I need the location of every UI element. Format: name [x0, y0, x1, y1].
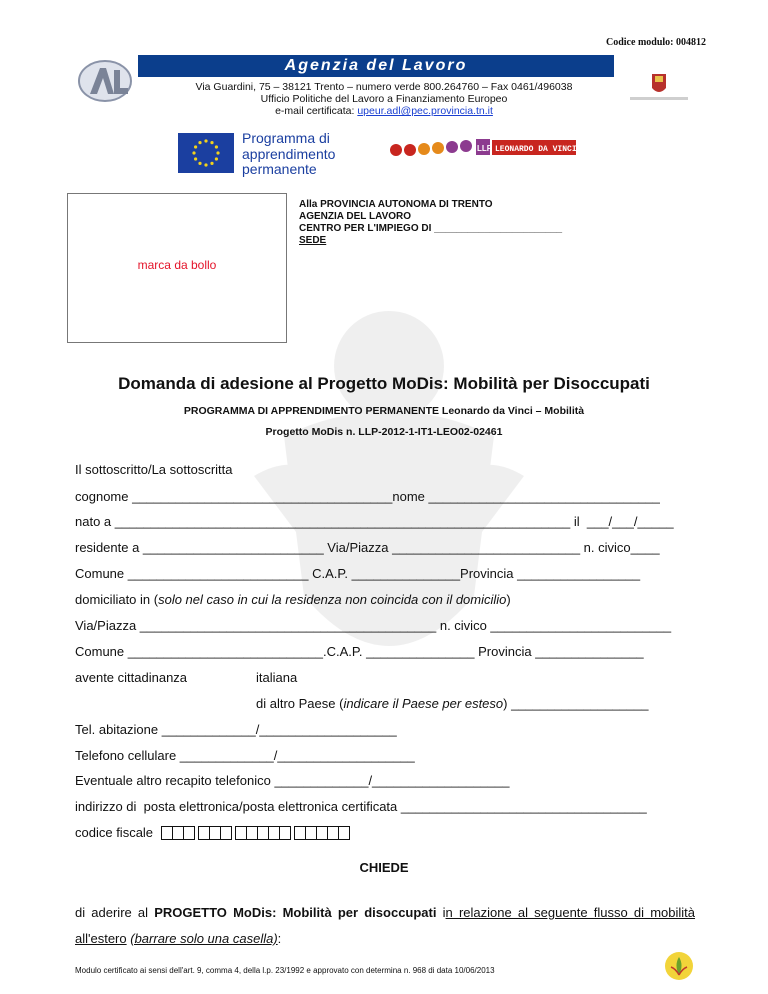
leonardo-da-vinci-logo-icon: [388, 135, 578, 159]
email-label: e-mail certificata:: [275, 105, 358, 117]
addressee-line-3: CENTRO PER L'IMPIEGO DI _______________________: [299, 223, 563, 234]
form-code: Codice modulo: 004812: [606, 37, 706, 48]
field-altro-recapito[interactable]: Eventuale altro recapito telefonico _____________/___________________: [75, 773, 510, 788]
email-link[interactable]: upeur.adl@pec.provincia.tn.it: [357, 105, 493, 117]
document-subtitle-programme: PROGRAMMA DI APPRENDIMENTO PERMANENTE Leonardo da Vinci – Mobilità: [183, 405, 585, 417]
field-tel-abitazione[interactable]: Tel. abitazione _____________/___________________: [75, 722, 397, 737]
request-paragraph: [75, 900, 695, 952]
eu-text-line-3: permanente: [242, 161, 317, 177]
footer-certification: Modulo certificato ai sensi dell'art. 9, comma 4, della l.p. 23/1992 e approvato con determina n. 968 di data 10/06/2013: [75, 966, 495, 975]
option-italiana: italiana: [256, 670, 298, 685]
email-line: [120, 105, 648, 117]
domicile-post: ): [506, 592, 511, 607]
domicile-note: [75, 592, 511, 607]
codice-fiscale-group: [199, 826, 232, 841]
addressee-line-2: AGENZIA DEL LAVORO: [299, 211, 412, 222]
codice-fiscale-cell[interactable]: [220, 826, 232, 840]
address-line-1: Via Guardini, 75 – 38121 Trento – numero verde 800.264760 – Fax 0461/496038: [195, 81, 573, 93]
codice-fiscale-boxes[interactable]: [162, 826, 350, 841]
codice-fiscale-group: [295, 826, 350, 841]
eu-flag-icon: [178, 133, 234, 173]
eu-text-line-1: Programma di: [242, 130, 330, 146]
codice-fiscale-group: [162, 826, 195, 841]
codice-fiscale-label: codice fiscale: [75, 825, 154, 840]
eu-programme-text: [242, 131, 335, 178]
field-residente[interactable]: residente a _________________________ Via/Piazza __________________________ n. civico____: [75, 540, 660, 555]
eu-text-line-2: apprendimento: [242, 145, 336, 162]
addressee-line-1: Alla PROVINCIA AUTONOMA DI TRENTO: [299, 199, 493, 210]
chiede-heading: CHIEDE: [359, 860, 409, 875]
field-telefono-cellulare[interactable]: Telefono cellulare _____________/___________________: [75, 748, 415, 763]
para-project-name: PROGETTO MoDis: Mobilità per disoccupati: [154, 905, 437, 920]
para-flow-underline: n relazione al seguente flusso di mobilità all'estero: [75, 905, 696, 946]
intro-line: Il sottoscritto/La sottoscritta: [75, 462, 233, 477]
document-subtitle-project: Progetto MoDis n. LLP-2012-1-IT1-LEO02-02461: [265, 426, 503, 438]
field-via-piazza-domicilio[interactable]: Via/Piazza _________________________________________ n. civico _________________________: [75, 618, 672, 633]
agency-address: [120, 81, 648, 117]
codice-fiscale-cell[interactable]: [279, 826, 291, 840]
field-email[interactable]: indirizzo di posta elettronica/posta elettronica certificata __________________________________: [75, 799, 647, 814]
address-line-2: Ufficio Politiche del Lavoro a Finanziamento Europeo: [260, 93, 508, 105]
field-comune-domicilio[interactable]: Comune ___________________________.C.A.P. _______________ Provincia _______________: [75, 644, 644, 659]
svg-text:LEONARDO DA VINCI: LEONARDO DA VINCI: [495, 145, 577, 154]
codice-fiscale-group: [236, 826, 291, 841]
quality-seal-icon: [664, 951, 694, 981]
para-part-1: di aderire al: [75, 905, 155, 920]
option-altro-pre: di altro Paese (: [256, 696, 344, 711]
addressee-block: [299, 199, 562, 247]
stamp-label: marca da bollo: [137, 258, 217, 272]
para-instruction: (barrare solo una casella): [130, 931, 278, 946]
codice-fiscale-cell[interactable]: [183, 826, 195, 840]
domicile-italic: solo nel caso in cui la residenza non coincida con il domicilio: [158, 592, 507, 607]
svg-text:LLP: LLP: [477, 144, 493, 153]
para-part-3: i: [436, 905, 446, 920]
citizenship-label: avente cittadinanza: [75, 670, 188, 685]
addressee-line-4: SEDE: [299, 235, 327, 246]
agency-banner: Agenzia del Lavoro: [138, 55, 614, 77]
codice-fiscale-cell[interactable]: [338, 826, 350, 840]
field-comune[interactable]: Comune _________________________ C.A.P. _______________Provincia _________________: [75, 566, 641, 581]
field-cognome-nome[interactable]: cognome ____________________________________nome ________________________________: [75, 489, 660, 504]
option-altro-paese: [256, 696, 648, 711]
para-part-7: :: [277, 931, 282, 946]
field-nato-a[interactable]: nato a _______________________________________________________________ il ___/___/_____: [75, 514, 674, 529]
option-altro-post: ) ___________________: [503, 696, 649, 711]
option-altro-italic: indicare il Paese per esteso: [343, 696, 504, 711]
document-title: Domanda di adesione al Progetto MoDis: Mobilità per Disoccupati: [118, 374, 650, 393]
domicile-pre: domiciliato in (: [75, 592, 159, 607]
revenue-stamp-box: [67, 193, 287, 343]
